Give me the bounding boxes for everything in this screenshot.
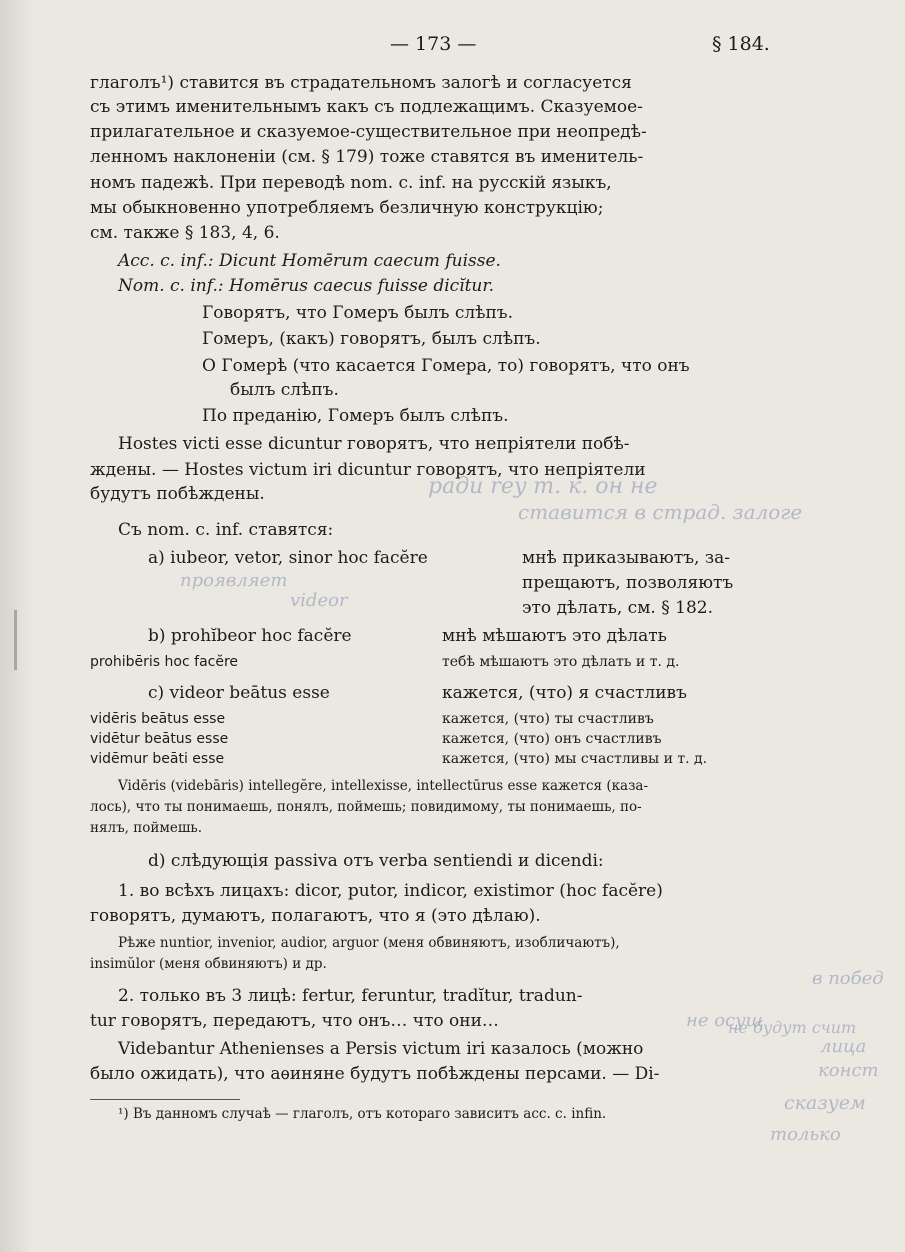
handwritten-note: не осущ — [686, 1010, 764, 1031]
note-line: нялъ, поймешь. — [90, 820, 203, 836]
text-line: съ этимъ именительнымъ какъ съ подлежащимъ. Сказуемое- — [90, 97, 643, 117]
text-line: 2. только въ 3 лицѣ: fertur, feruntur, tradĭtur, tradun- — [118, 986, 583, 1006]
binding-shadow — [0, 0, 34, 1252]
footnote: ¹) Въ данномъ случаѣ — глаголъ, отъ котораго зависитъ acc. c. infin. — [118, 1106, 607, 1122]
text-line: говорятъ, думаютъ, полагаютъ, что я (это дѣлаю). — [90, 906, 541, 926]
handwritten-note: лица — [820, 1036, 867, 1057]
conj-translation: кажется, (что) онъ счастливъ — [442, 731, 662, 747]
text-line: будутъ побѣждены. — [90, 484, 265, 504]
conj-translation: кажется, (что) мы счастливы и т. д. — [442, 751, 708, 767]
footnote-rule — [90, 1099, 240, 1100]
item-d: d) слѣдующія passiva отъ verba sentiendi и dicendi: — [148, 851, 604, 871]
text-line: глаголъ¹) ставится въ страдательномъ залогѣ и согласуется — [90, 73, 632, 93]
page-number: — 173 — — [390, 33, 477, 55]
text-line: было ожидать), что аѳиняне будутъ побѣждены персами. — Di- — [90, 1064, 660, 1084]
handwritten-note: ради rey т. к. он не — [428, 474, 658, 499]
section-number: § 184. — [712, 33, 770, 55]
note-line: лось), что ты понимаешь, понялъ, поймешь; повидимому, ты понимаешь, по- — [90, 799, 642, 815]
text-line: номъ падежѣ. При переводѣ nom. c. inf. на русскій языкъ, — [90, 173, 612, 193]
item-a-translation: прещаютъ, позволяютъ — [522, 573, 734, 593]
item-b-translation: мнѣ мѣшаютъ это дѣлать — [442, 626, 667, 646]
handwritten-note: конст — [818, 1060, 879, 1081]
handwritten-note: только — [770, 1124, 841, 1145]
example-nom: Nom. c. inf.: Homērus caecus fuisse dicĭtur. — [118, 276, 495, 296]
item-c-latin: c) videor beātus esse — [148, 683, 330, 703]
handwritten-note: ставится в страд. залоге — [518, 500, 803, 524]
item-a-translation: это дѣлать, см. § 182. — [522, 598, 713, 618]
note-line: Vidēris (videbāris) intellegĕre, intellexisse, intellectūrus esse кажется (каза- — [118, 778, 649, 794]
text-line: прилагательное и сказуемое-существительное при неопредѣ- — [90, 122, 647, 142]
item-c-translation: кажется, (что) я счастливъ — [442, 683, 687, 703]
example-acc: Acc. c. inf.: Dicunt Homērum caecum fuisse. — [118, 251, 501, 271]
conj-latin: vidēris beātus esse — [90, 711, 226, 727]
conj-latin: vidētur beātus esse — [90, 731, 229, 747]
text-line: см. также § 183, 4, 6. — [90, 223, 280, 243]
handwritten-note: в побед — [812, 968, 884, 989]
note-line: insimŭlor (меня обвиняютъ) и др. — [90, 956, 327, 972]
text-line: ленномъ наклоненіи (см. § 179) тоже ставятся въ именитель- — [90, 147, 644, 167]
margin-mark — [14, 610, 17, 670]
item-b-translation-2: тебѣ мѣшаютъ это дѣлать и т. д. — [442, 654, 680, 670]
item-a-translation: мнѣ приказываютъ, за- — [522, 548, 731, 568]
text-line: ждены. — Hostes victum iri dicuntur говорятъ, что непріятели — [90, 460, 646, 480]
text-line: tur говорятъ, передаютъ, что онъ… что они… — [90, 1011, 499, 1031]
handwritten-note: проявляет — [180, 570, 288, 591]
note-line: Рѣже nuntior, invenior, audior, arguor (меня обвиняютъ, изобличаютъ), — [118, 935, 620, 951]
item-b-latin: b) prohĭbeor hoc facĕre — [148, 626, 352, 646]
translation-line: Говорятъ, что Гомеръ былъ слѣпъ. — [202, 303, 513, 323]
translation-line: Гомеръ, (какъ) говорятъ, былъ слѣпъ. — [202, 329, 541, 349]
handwritten-note: videor — [290, 590, 348, 611]
conj-translation: кажется, (что) ты счастливъ — [442, 711, 654, 727]
text-line: 1. во всѣхъ лицахъ: dicor, putor, indicor, existimor (hoc facĕre) — [118, 881, 663, 901]
translation-line: былъ слѣпъ. — [230, 380, 339, 400]
text-line: Съ nom. c. inf. ставятся: — [118, 520, 334, 540]
handwritten-note: не будут счит — [728, 1018, 857, 1037]
text-line: Videbantur Athenienses a Persis victum iri казалось (можно — [118, 1039, 644, 1059]
handwritten-note: сказуем — [784, 1092, 866, 1114]
item-b-latin-2: prohibēris hoc facĕre — [90, 654, 239, 670]
translation-line: По преданію, Гомеръ былъ слѣпъ. — [202, 406, 509, 426]
translation-line: О Гомерѣ (что касается Гомера, то) говорятъ, что онъ — [202, 356, 690, 376]
text-line: мы обыкновенно употребляемъ безличную конструкцію; — [90, 198, 604, 218]
text-line: Hostes victi esse dicuntur говорятъ, что непріятели побѣ- — [118, 434, 630, 454]
item-a-latin: a) iubeor, vetor, sinor hoc facĕre — [148, 548, 428, 568]
conj-latin: vidēmur beāti esse — [90, 751, 225, 767]
